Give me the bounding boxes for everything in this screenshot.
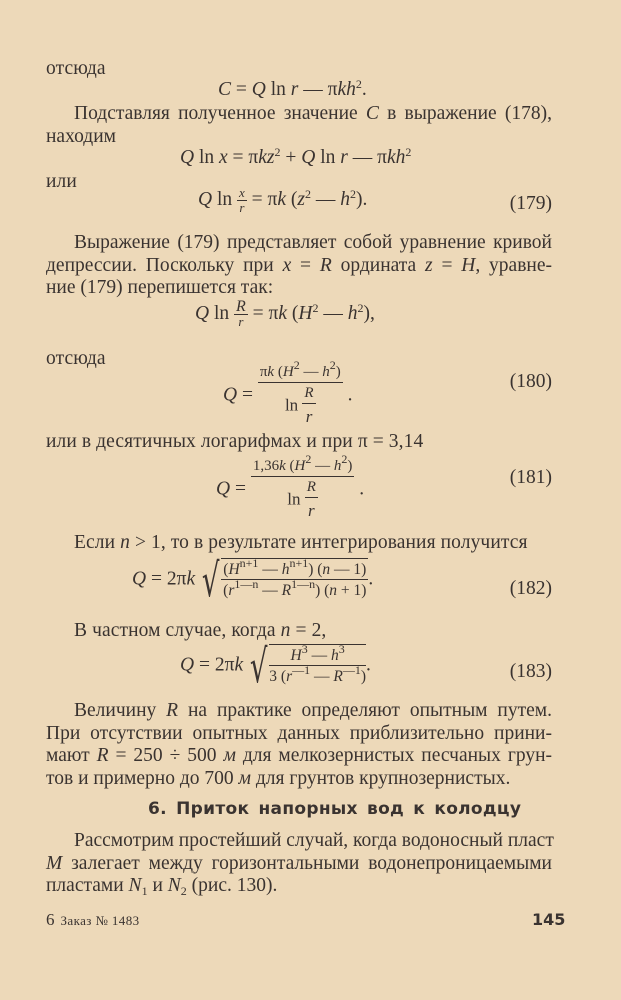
text-line-otsyuda-2: отсюда: [46, 348, 106, 369]
section-heading: 6. Приток напорных вод к колодцу: [148, 799, 522, 819]
paragraph-substitution: [46, 103, 552, 148]
paragraph-line: При отсутствии опытных данных приблизительно прини-: [46, 722, 552, 744]
equation-c: C = Q ln r — πkh$^2$.: [218, 77, 367, 100]
paragraph-line: мают R = 250 ÷ 500 м для мелкозернистых песчаных грун-: [46, 745, 552, 766]
equation-number-183: (183): [509, 661, 552, 682]
paragraph-simplest-case: [46, 830, 552, 898]
paragraph-line: тов и примерно до 700 м для грунтов крупнозернистых.: [46, 767, 511, 789]
text-line-ili-1: или: [46, 171, 77, 192]
square-root: √ $\frac{(H^{n+1} — h^{n+1}) (n — 1)}{(r^{1—n} — R^{1—n}) (n + 1)}$: [201, 553, 367, 607]
footer-signature: [46, 910, 140, 930]
paragraph-line: M залегает между горизонтальными водонепроницаемыми: [46, 852, 552, 874]
paragraph-line: депрессии. Поскольку при x = R ордината z = H, уравне-: [46, 254, 552, 276]
fraction-R-over-r: $\frac{R}{r}$: [236, 298, 246, 329]
paragraph-depression-curve: [46, 232, 552, 300]
paragraph-line: ние (179) перепишется так:: [46, 277, 274, 298]
paragraph-line: находим: [46, 125, 116, 147]
equation-number-181: (181): [509, 467, 552, 488]
equation-180: Q = πk ($H^2$ — $h^2$) ln $\frac{R}{r}$ .: [223, 362, 352, 430]
fraction-x-over-r: $\frac{x}{r}$: [239, 185, 245, 215]
paragraph-line: Подставляя полученное значение C в выражение (178),: [74, 103, 552, 124]
text-line-otsyuda-1: отсюда: [46, 58, 106, 79]
equation-182: Q = 2πk √ $\frac{(H^{n+1} — h^{n+1}) (n — 1)}{(r^{1—n} — R^{1—n}) (n + 1)}$ .: [132, 553, 374, 607]
equation-number-179: (179): [509, 193, 552, 214]
equation-179: Q ln $\frac{x}{r}$ = πk ($z^2$ — $h^2$).: [198, 185, 368, 215]
text-line-special-case: В частном случае, когда n = 2,: [74, 620, 327, 641]
paragraph-line: Рассмотрим простейший случай, когда водоносный пласт: [74, 830, 554, 851]
page-number: 145: [532, 910, 566, 929]
order-number: Заказ № 1483: [60, 913, 140, 928]
equation-183: Q = 2πk √ $\frac{H^3 — h^3}{3 (r^{—1} — R^{—1})}$ .: [180, 639, 371, 693]
paragraph-line: пластами $N_1$ и $N_2$ (рис. 130).: [46, 875, 278, 898]
equation-number-180: (180): [509, 371, 552, 392]
equation-q-ln-R: Q ln $\frac{R}{r}$ = πk ($H^2$ — $h^2$),: [195, 298, 375, 329]
equation-number-182: (182): [509, 578, 552, 599]
equation-181: Q = 1,36k ($H^2$ — $h^2$) ln $\frac{R}{r}$ .: [216, 456, 364, 524]
text-line-if-n: Если n > 1, то в результате интегрирования получится: [74, 532, 528, 553]
signature-number: 6: [46, 910, 55, 929]
paragraph-line: Величину R на практике определяют опытным путем.: [74, 700, 552, 721]
fraction-180: πk ($H^2$ — $h^2$) ln $\frac{R}{r}$: [259, 358, 341, 426]
equation-qlnx: Q ln x = πkz$^2$ + Q ln r — πkh$^2$: [180, 145, 412, 168]
square-root: √ $\frac{H^3 — h^3}{3 (r^{—1} — R^{—1})}$: [249, 639, 367, 693]
fraction-181: 1,36k ($H^2$ — $h^2$) ln $\frac{R}{r}$: [252, 452, 353, 520]
paragraph-line: Выражение (179) представляет собой уравнение кривой: [74, 232, 552, 253]
paragraph-value-R: [46, 700, 552, 790]
text-line-decimal-log: или в десятичных логарифмах и при π = 3,14: [46, 431, 424, 452]
